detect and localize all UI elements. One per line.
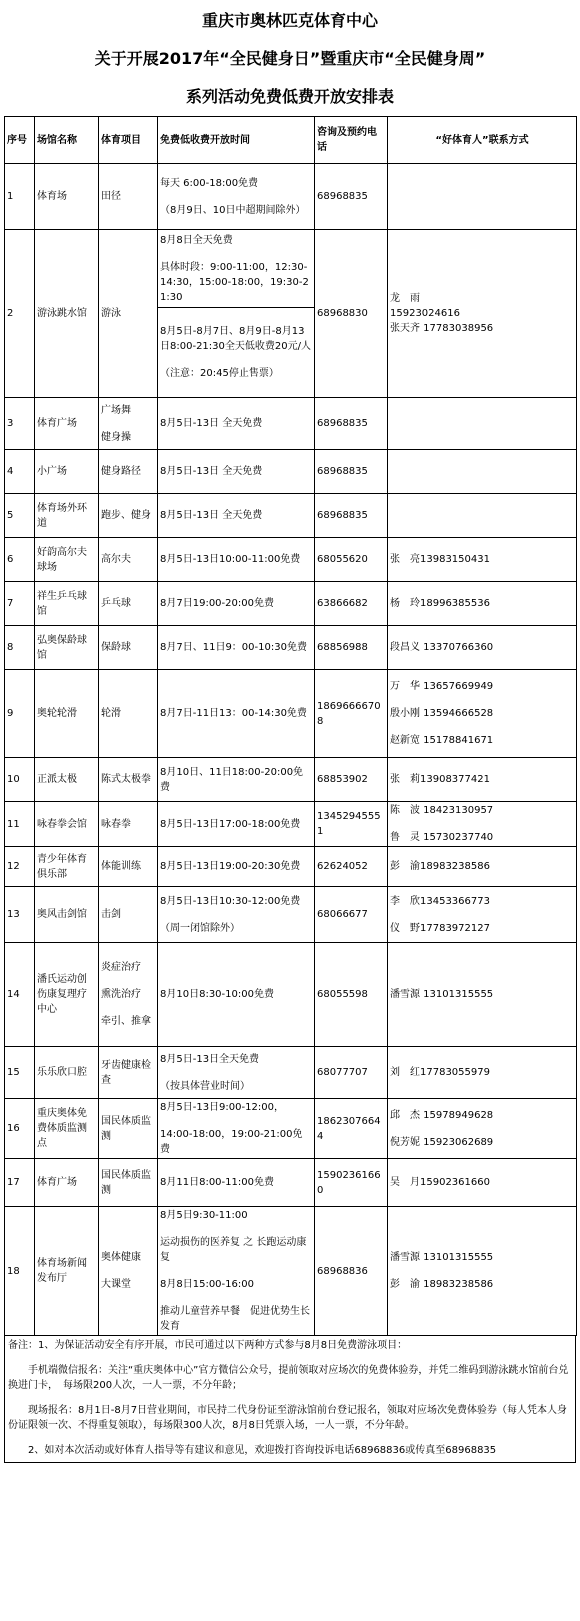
table-row	[5, 847, 577, 887]
row-phone	[315, 1207, 388, 1336]
table-row	[5, 398, 577, 450]
row-phone	[315, 943, 388, 1047]
note-onsite: 现场报名：8月1日-8月7日营业期间，市民持二代身份证至游泳馆前台登记报名，领取对应场次免费体验券（每人凭本人身份证限领一次、不得重复领取），每场限300人次，8月8日凭票入场，一人一票，不分年龄。	[8, 1405, 568, 1431]
row-contact-line: 刘 红17783055979	[390, 1067, 490, 1078]
row-time	[158, 1099, 315, 1159]
row-contact-line: 仪 野17783972127	[390, 922, 490, 934]
row-phone-line: 68055620	[317, 554, 368, 565]
row-time	[158, 230, 315, 308]
row-phone-line: 18623076644	[317, 1115, 381, 1142]
row-time-line: 推动儿童营养早餐 促进优势生长发育	[160, 1306, 310, 1332]
row-phone	[315, 164, 388, 230]
row-contact-line: 15923024616	[390, 308, 460, 319]
row-contact-line: 杨 玲18996385536	[390, 598, 490, 609]
row-sport-line: 田径	[101, 191, 121, 202]
row-sport	[99, 1207, 158, 1336]
row-time-line: 8月5日-13日9:00-12:00，	[160, 1102, 284, 1113]
notes	[4, 1336, 576, 1463]
row-sport	[99, 1099, 158, 1159]
table-body	[5, 164, 577, 1336]
row-sport-line: 国民体质监测	[101, 1169, 151, 1196]
row-phone-line: 13452945551	[317, 811, 381, 837]
schedule-table	[4, 116, 577, 1336]
row-venue-line: 体育广场	[37, 418, 77, 429]
row-no-line: 6	[7, 554, 14, 565]
row-phone-line: 68055598	[317, 989, 368, 1000]
row-phone-line: 68856988	[317, 642, 368, 653]
row-phone	[315, 758, 388, 802]
row-time	[158, 758, 315, 802]
row-sport	[99, 887, 158, 943]
row-time-line: 具体时段：9:00-11:00，12:30-14:30，15:00-18:00，19:30-21:30	[160, 261, 309, 303]
row-phone-line: 68968835	[317, 418, 368, 429]
row-sport	[99, 626, 158, 670]
row-phone	[315, 398, 388, 450]
row-phone	[315, 802, 388, 847]
row-contact	[388, 538, 577, 582]
row-phone	[315, 538, 388, 582]
row-contact	[388, 626, 577, 670]
row-time	[158, 1047, 315, 1099]
row-phone-line: 68968836	[317, 1265, 368, 1277]
header-no: 序号	[5, 117, 35, 164]
row-venue-line: 体育场外环道	[37, 502, 87, 529]
row-no-line: 18	[7, 1265, 20, 1277]
row-sport-line: 乒乓球	[101, 598, 131, 609]
row-contact-line: 万 华 13657669949	[390, 681, 494, 692]
row-time	[158, 1207, 315, 1336]
row-contact-line: 殷小刚 13594666528	[390, 708, 494, 719]
row-time-line: 8月5日-13日19:00-20:30免费	[160, 861, 301, 872]
row-contact-line: 吴 月15902361660	[390, 1177, 490, 1188]
row-venue-line: 潘氏运动创伤康复理疗中心	[37, 974, 87, 1015]
row-time	[158, 164, 315, 230]
row-time-line: 8月5日-13日 全天免费	[160, 418, 263, 429]
row-phone	[315, 230, 388, 398]
row-sport-line: 大课堂	[101, 1279, 131, 1290]
row-no	[5, 670, 35, 758]
row-sport-line: 国民体质监测	[101, 1115, 151, 1142]
row-contact	[388, 758, 577, 802]
row-venue	[35, 758, 99, 802]
row-time-line: 每天 6:00-18:00免费	[160, 177, 259, 189]
header-phone: 咨询及预约电话	[315, 117, 388, 164]
table-row	[5, 450, 577, 494]
row-time-line: 8月10日8:30-10:00免费	[160, 989, 274, 1000]
row-venue	[35, 494, 99, 538]
row-phone-line: 68853902	[317, 774, 368, 785]
title-line-2: 关于开展2017年“全民健身日”暨重庆市“全民健身周”	[94, 49, 486, 68]
table-row	[5, 670, 577, 758]
row-time-line: 8月7日、11日9：00-10:30免费	[160, 642, 307, 653]
row-time	[158, 538, 315, 582]
row-contact-line: 张天齐 17783038956	[390, 323, 494, 334]
row-contact-line: 龙 雨	[390, 293, 420, 304]
row-contact-line: 倪芳妮 15923062689	[390, 1136, 494, 1148]
table-row	[5, 802, 577, 847]
row-time-line: 14:00-18:00，19:00-21:00免费	[160, 1129, 303, 1155]
row-venue-line: 青少年体育俱乐部	[37, 853, 87, 880]
row-sport-line: 熏洗治疗	[101, 989, 141, 1000]
row-contact	[388, 1207, 577, 1336]
row-no	[5, 450, 35, 494]
row-contact-line: 潘雪源 13101315555	[390, 989, 494, 1000]
row-venue	[35, 670, 99, 758]
row-phone	[315, 450, 388, 494]
row-phone-line: 63866682	[317, 598, 368, 609]
table-row	[5, 1099, 577, 1159]
row-time	[158, 626, 315, 670]
row-contact-line: 潘雪源 13101315555	[390, 1252, 494, 1263]
row-no-line: 11	[7, 818, 20, 830]
row-sport	[99, 1047, 158, 1099]
row-time-line: 8月5日-13日全天免费	[160, 1053, 260, 1065]
row-time	[158, 582, 315, 626]
row-time-line: 8月7日19:00-20:00免费	[160, 598, 274, 609]
row-venue	[35, 450, 99, 494]
row-sport-line: 跑步、健身	[101, 510, 151, 521]
row-venue-line: 好韵高尔夫球场	[37, 546, 87, 573]
row-time-line: 8月11日8:00-11:00免费	[160, 1177, 274, 1188]
table-row	[5, 582, 577, 626]
table-row	[5, 1159, 577, 1207]
row-sport-line: 保龄球	[101, 642, 131, 653]
row-venue	[35, 1159, 99, 1207]
row-venue	[35, 1099, 99, 1159]
row-contact	[388, 887, 577, 943]
row-venue-line: 游泳跳水馆	[37, 308, 87, 319]
row-phone-line: 62624052	[317, 861, 368, 872]
row-sport	[99, 670, 158, 758]
row-contact-line: 段昌义 13370766360	[390, 642, 494, 653]
row-no-line: 9	[7, 708, 14, 719]
row-phone-line: 68968835	[317, 466, 368, 477]
row-sport-line: 轮滑	[101, 708, 121, 719]
row-sport	[99, 164, 158, 230]
row-no	[5, 1159, 35, 1207]
row-venue-line: 体育广场	[37, 1177, 77, 1188]
row-time	[158, 308, 315, 398]
table-row	[5, 1047, 577, 1099]
row-venue-line: 小广场	[37, 466, 67, 477]
row-contact-line: 陈 波 18423130957	[390, 805, 494, 816]
row-time-line: 8月5日-13日17:00-18:00免费	[160, 818, 301, 830]
row-sport-line: 奥体健康	[101, 1252, 141, 1263]
row-phone	[315, 1099, 388, 1159]
row-venue-line: 咏春拳会馆	[37, 818, 87, 830]
row-time	[158, 398, 315, 450]
row-sport	[99, 398, 158, 450]
row-time-line: 8月5日9:30-11:00	[160, 1210, 248, 1221]
row-no	[5, 1047, 35, 1099]
row-sport	[99, 494, 158, 538]
row-phone	[315, 626, 388, 670]
row-sport-line: 牙齿健康检查	[101, 1059, 151, 1086]
row-venue	[35, 582, 99, 626]
row-no-line: 2	[7, 308, 14, 319]
row-sport-line: 高尔夫	[101, 554, 131, 565]
row-contact-line: 赵新宽 15178841671	[390, 735, 494, 746]
row-sport-line: 牵引、推拿	[101, 1016, 151, 1027]
row-venue	[35, 230, 99, 398]
row-contact-line: 彭 渝 18983238586	[390, 1279, 494, 1290]
row-sport-line: 健身操	[101, 431, 131, 443]
row-no	[5, 802, 35, 847]
row-phone	[315, 494, 388, 538]
row-venue	[35, 1207, 99, 1336]
row-venue	[35, 802, 99, 847]
row-venue-line: 正派太极	[37, 774, 77, 785]
row-contact	[388, 943, 577, 1047]
row-phone	[315, 1047, 388, 1099]
row-venue	[35, 164, 99, 230]
row-time	[158, 847, 315, 887]
row-no	[5, 758, 35, 802]
row-no-line: 14	[7, 989, 20, 1000]
row-sport	[99, 758, 158, 802]
row-sport-line: 击剑	[101, 909, 121, 920]
row-phone-line: 68968830	[317, 308, 368, 319]
row-phone	[315, 1159, 388, 1207]
row-venue-line: 弘奥保龄球馆	[37, 634, 87, 661]
row-sport	[99, 582, 158, 626]
row-contact	[388, 847, 577, 887]
row-phone	[315, 670, 388, 758]
row-no	[5, 943, 35, 1047]
table-row	[5, 943, 577, 1047]
row-contact	[388, 1099, 577, 1159]
row-no-line: 8	[7, 642, 14, 653]
row-contact	[388, 802, 577, 847]
row-no-line: 17	[7, 1177, 20, 1188]
row-sport-line: 陈式太极拳	[101, 774, 151, 785]
page-title	[0, 0, 580, 116]
row-sport	[99, 847, 158, 887]
row-venue	[35, 398, 99, 450]
row-contact-line: 鲁 灵 15730237740	[390, 832, 494, 843]
row-time-line: 8月5日-8月7日、8月9日-8月13日8:00-21:30全天低收费20元/人	[160, 326, 311, 352]
note-2: 2、如对本次活动或好体育人指导等有建议和意见，欢迎拨打咨询投诉电话68968836或传真至68968835	[28, 1445, 497, 1456]
header-time: 免费低收费开放时间	[158, 117, 315, 164]
row-venue	[35, 626, 99, 670]
table-row	[5, 626, 577, 670]
row-time-line: （8月9日、10日中超期间除外）	[160, 204, 306, 216]
row-contact	[388, 1047, 577, 1099]
row-no-line: 15	[7, 1067, 20, 1078]
row-no	[5, 1207, 35, 1336]
table-row	[5, 758, 577, 802]
row-time-line: （注意：20:45停止售票）	[160, 368, 279, 379]
table-row	[5, 887, 577, 943]
row-sport-line: 咏春拳	[101, 818, 131, 830]
header-sport: 体育项目	[99, 117, 158, 164]
row-venue	[35, 887, 99, 943]
row-venue	[35, 538, 99, 582]
table-row	[5, 538, 577, 582]
row-no-line: 7	[7, 598, 14, 609]
row-time	[158, 887, 315, 943]
note-wechat: 手机端微信报名：关注“重庆奥体中心”官方微信公众号，提前领取对应场次的免费体验券，并凭二维码到游泳跳水馆前台兑换进门卡， 每场限200人次，一人一票，不分年龄；	[8, 1365, 569, 1391]
row-sport	[99, 450, 158, 494]
row-no-line: 1	[7, 191, 14, 202]
row-phone	[315, 847, 388, 887]
title-line-3: 系列活动免费低费开放安排表	[185, 87, 394, 106]
table-header-row	[5, 117, 577, 164]
row-contact	[388, 450, 577, 494]
row-time-line: 运动损伤的医养复 之 长跑运动康复	[160, 1237, 307, 1263]
row-sport	[99, 943, 158, 1047]
row-phone-line: 15902361660	[317, 1169, 381, 1196]
row-sport-line: 广场舞	[101, 404, 131, 416]
row-time-line: 8月5日-13日 全天免费	[160, 510, 263, 521]
row-contact	[388, 582, 577, 626]
row-time-line: 8月7日-11日13：00-14:30免费	[160, 708, 307, 719]
row-no	[5, 582, 35, 626]
row-no-line: 16	[7, 1123, 20, 1134]
row-time	[158, 802, 315, 847]
row-time-line: 8月5日-13日 全天免费	[160, 466, 263, 477]
row-venue	[35, 943, 99, 1047]
row-sport	[99, 230, 158, 398]
row-sport-line: 游泳	[101, 308, 121, 319]
row-venue-line: 奥轮轮滑	[37, 708, 77, 719]
row-contact	[388, 230, 577, 398]
row-no	[5, 538, 35, 582]
row-no	[5, 494, 35, 538]
row-sport-line: 体能训练	[101, 861, 141, 872]
row-phone-line: 68066677	[317, 909, 368, 920]
table-row	[5, 1207, 577, 1336]
row-time-line: 8月8日15:00-16:00	[160, 1279, 254, 1290]
row-venue-line: 奥风击剑馆	[37, 909, 87, 920]
row-time	[158, 670, 315, 758]
row-venue-line: 乐乐欣口腔	[37, 1067, 87, 1078]
row-no-line: 12	[7, 861, 20, 872]
row-time	[158, 1159, 315, 1207]
row-time-line: 8月10日、11日18:00-20:00免费	[160, 766, 304, 793]
row-no-line: 10	[7, 774, 20, 785]
note-1: 备注：1、为保证活动安全有序开展，市民可通过以下两种方式参与8月8日免费游泳项目：	[8, 1340, 408, 1351]
row-no	[5, 626, 35, 670]
row-venue	[35, 1047, 99, 1099]
row-contact	[388, 494, 577, 538]
row-contact	[388, 670, 577, 758]
row-contact	[388, 1159, 577, 1207]
row-contact-line: 彭 渝18983238586	[390, 861, 490, 872]
row-no-line: 4	[7, 466, 14, 477]
row-phone-line: 68968835	[317, 191, 368, 202]
row-no	[5, 887, 35, 943]
row-phone	[315, 582, 388, 626]
row-time-line: 8月8日全天免费	[160, 234, 233, 246]
row-sport-line: 健身路径	[101, 466, 141, 477]
row-time-line: 8月5日-13日10:30-12:00免费	[160, 895, 301, 907]
row-no	[5, 398, 35, 450]
row-time-line: （周一闭馆除外）	[160, 922, 240, 934]
row-phone-line: 68077707	[317, 1067, 368, 1078]
row-no-line: 3	[7, 418, 14, 429]
table-row	[5, 230, 577, 308]
row-no-line: 5	[7, 510, 14, 521]
row-no	[5, 1099, 35, 1159]
row-venue-line: 体育场	[37, 191, 67, 202]
row-time-line: （按具体营业时间）	[160, 1080, 250, 1092]
row-contact	[388, 164, 577, 230]
title-line-1: 重庆市奥林匹克体育中心	[201, 11, 378, 30]
table-row	[5, 164, 577, 230]
table-row	[5, 494, 577, 538]
row-venue-line: 重庆奥体免费体质监测点	[37, 1108, 87, 1149]
row-contact	[388, 398, 577, 450]
row-no-line: 13	[7, 909, 20, 920]
row-sport	[99, 538, 158, 582]
row-time-line: 8月5日-13日10:00-11:00免费	[160, 554, 301, 565]
header-contact: “好体育人”联系方式	[388, 117, 577, 164]
row-time	[158, 494, 315, 538]
row-phone	[315, 887, 388, 943]
row-sport	[99, 802, 158, 847]
row-no	[5, 847, 35, 887]
row-sport	[99, 1159, 158, 1207]
row-no	[5, 230, 35, 398]
row-contact-line: 邱 杰 15978949628	[390, 1109, 494, 1121]
row-sport-line: 炎症治疗	[101, 962, 141, 973]
row-phone-line: 68968835	[317, 510, 368, 521]
row-venue-line: 体育场新闻发布厅	[37, 1258, 87, 1284]
row-contact-line: 张 亮13983150431	[390, 554, 490, 565]
row-contact-line: 李 欣13453366773	[390, 895, 490, 907]
row-time	[158, 943, 315, 1047]
row-phone-line: 18696666708	[317, 700, 381, 727]
row-contact-line: 张 莉13908377421	[390, 774, 490, 785]
row-time	[158, 450, 315, 494]
header-venue: 场馆名称	[35, 117, 99, 164]
row-venue	[35, 847, 99, 887]
row-no	[5, 164, 35, 230]
row-venue-line: 祥生乒乓球馆	[37, 590, 87, 617]
